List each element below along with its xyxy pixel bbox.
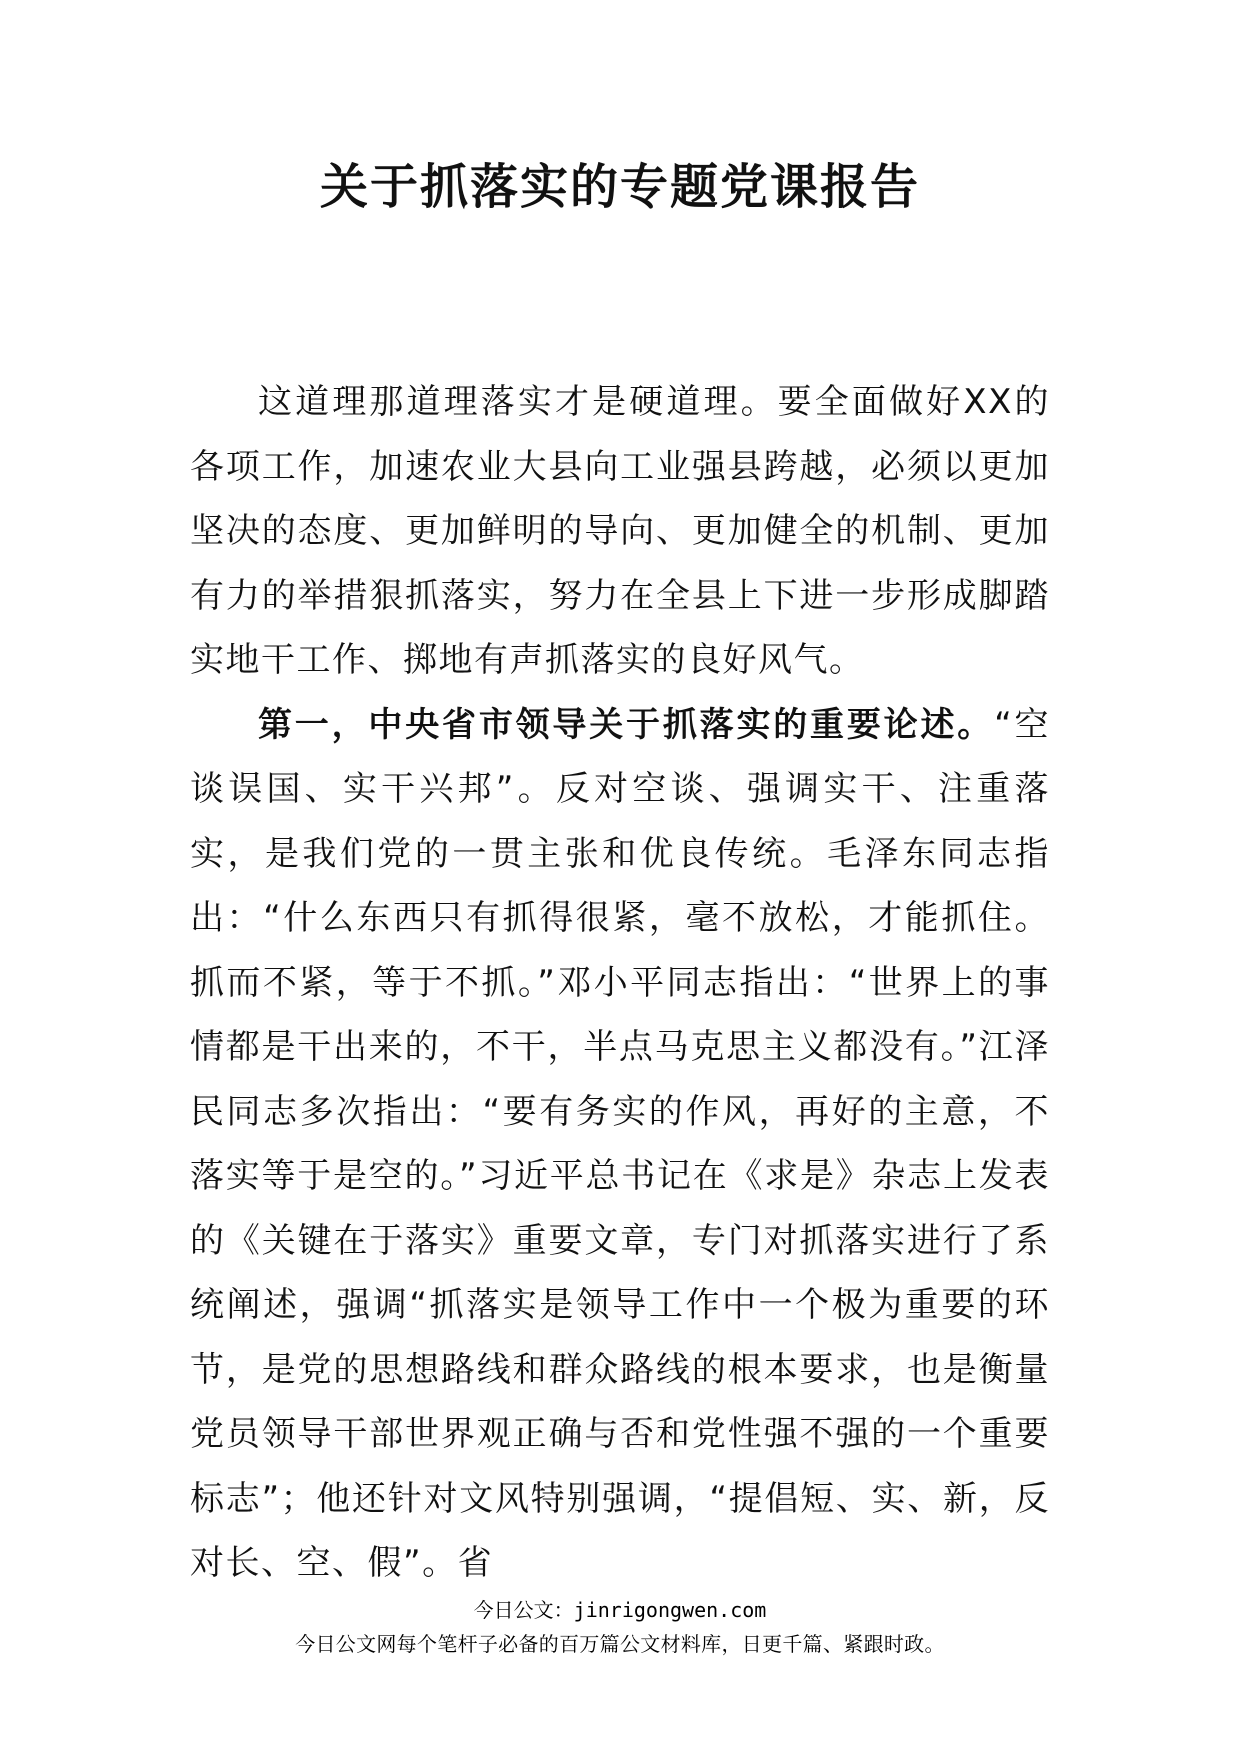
document-body: [190, 370, 1050, 1596]
section-heading: 第一，中央省市领导关于抓落实的重要论述。: [258, 704, 995, 745]
paragraph-text: “空谈误国、实干兴邦”。反对空谈、强调实干、注重落实，是我们党的一贯主张和优良传统。毛泽东同志指出：“什么东西只有抓得很紧，毫不放松，才能抓住。抓而不紧，等于不抓。”邓小平同志指出：“世界上的事情都是干出来的，不干，半点马克思主义都没有。”江泽民同志多次指出：“要有务实的作风，再好的主意，不落实等于是空的。”习近平总书记在《求是》杂志上发表的《关键在于落实》重要文章，专门对抓落实进行了系统阐述，强调“抓落实是领导工作中一个极为重要的环节，是党的思想路线和群众路线的根本要求，也是衡量党员领导干部世界观正确与否和党性强不强的一个重要标志”；他还针对文风特别强调，“提倡短、实、新，反对长、空、假”。省: [190, 704, 1050, 1583]
footer-site-link[interactable]: jinrigongwen.com: [573, 1598, 767, 1622]
paragraph-intro: [190, 370, 1050, 693]
paragraph-section-one: [190, 693, 1050, 1596]
document-title: 关于抓落实的专题党课报告: [319, 159, 920, 215]
footer-site: [0, 1594, 1240, 1623]
footer-site-label: 今日公文：: [473, 1598, 574, 1622]
footer-slogan: 今日公文网每个笔杆子必备的百万篇公文材料库，日更千篇、紧跟时政。: [295, 1632, 945, 1656]
paragraph-text: 这道理那道理落实才是硬道理。要全面做好XX的各项工作，加速农业大县向工业强县跨越，必须以更加坚决的态度、更加鲜明的导向、更加健全的机制、更加有力的举措狠抓落实，努力在全县上下进一步形成脚踏实地干工作、掷地有声抓落实的良好风气。: [190, 382, 1050, 680]
